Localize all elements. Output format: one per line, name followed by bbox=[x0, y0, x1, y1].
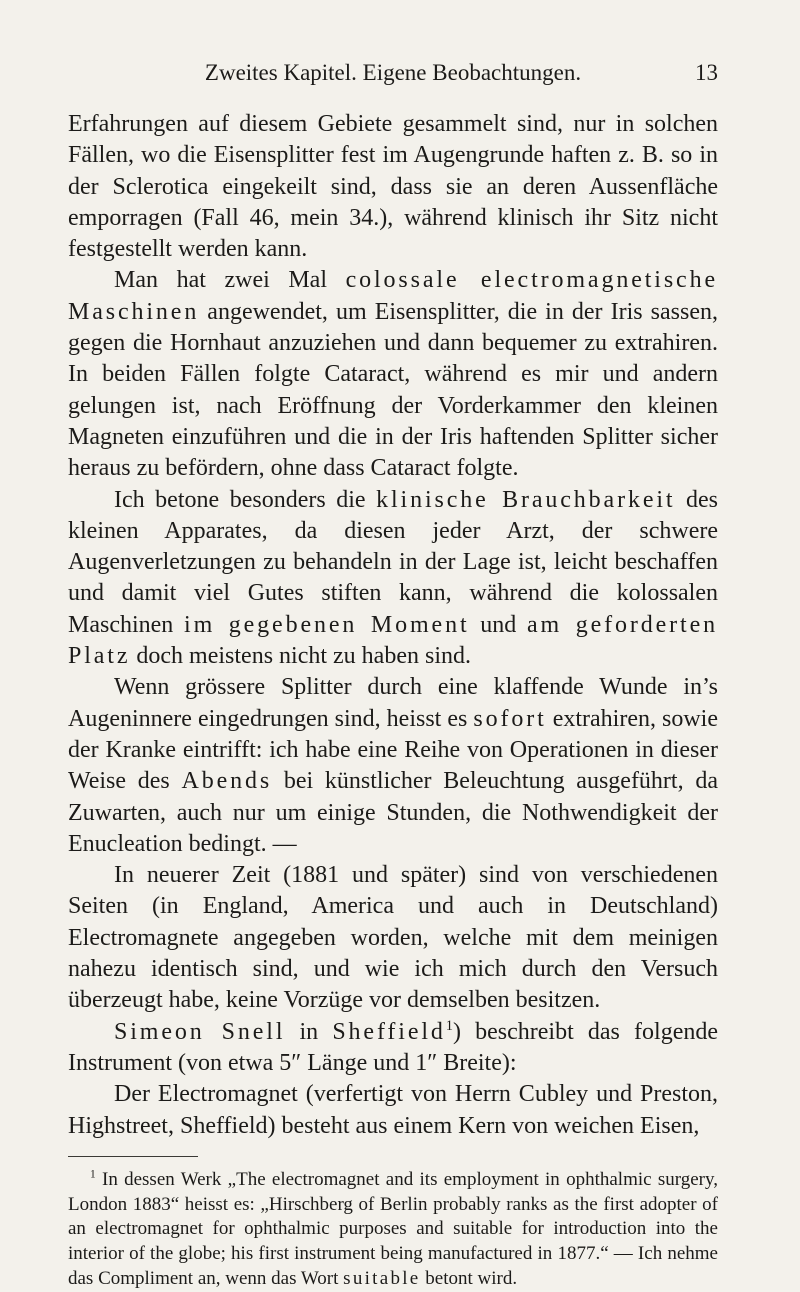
paragraph-3-text-c: des kleinen Apparates, da diesen jeder Arzt, der schwere Augenverletzungen zu behandeln in der Lage ist, leicht beschaffen und damit viel Gutes stiften kann, während die kolossalen Maschinen bbox=[68, 486, 719, 638]
running-header bbox=[68, 56, 718, 92]
footnote-text-a: In dessen Werk „The electromagnet and its employment in ophthalmic surgery, London 1883“ heisst es: „Hirschberg of Berlin probably ranks as the first adopter of an electromagnet for ophthalmic purposes and suitable for introduction into the interior of the globe; his first instrument being manufactured in 1877.“ — Ich nehme das Compliment an, wenn das Wort bbox=[68, 1169, 718, 1289]
page-number: 13 bbox=[695, 60, 718, 85]
emphasis-suitable: suitable bbox=[343, 1267, 421, 1289]
paragraph-4 bbox=[68, 672, 718, 860]
paragraph-3-text-e: und bbox=[469, 611, 528, 638]
paragraph-2-text-a: Man hat zwei Mal bbox=[114, 267, 346, 294]
footnote-text-c: betont wird. bbox=[420, 1267, 518, 1289]
footnote-marker: 1 bbox=[90, 1168, 96, 1181]
emphasis-required-place: am geforderten Platz bbox=[68, 611, 718, 670]
footnote-reference[interactable]: 1 bbox=[445, 1017, 453, 1034]
paragraph-5-text: In neuerer Zeit (1881 und später) sind von verschiedenen Seiten (in England, America und auch in Deutschland) Electromagnete angegeben worden, welche mit dem meinigen nahezu identisch sind, und wie ich mich durch den Versuch überzeugt habe, keine Vorzüge vor demselben besitzen. bbox=[68, 862, 718, 1014]
emphasis-sheffield: Sheffield bbox=[332, 1018, 446, 1045]
footnote-divider bbox=[68, 1156, 198, 1157]
body-text bbox=[68, 109, 718, 1142]
paragraph-4-text-a: Wenn grössere Splitter durch eine klaffende Wunde in’s Augeninnere eingedrungen sind, heisst es bbox=[68, 674, 718, 732]
paragraph-4-text-c: extrahiren, sowie der Kranke eintrifft: ich habe eine Reihe von Operationen in dieser Weise des bbox=[68, 705, 718, 795]
paragraph-1-text: Erfahrungen auf diesem Gebiete gesammelt sind, nur in solchen Fällen, wo die Eisensplitter fest im Augengrunde haften z. B. so in der Sclerotica eingekeilt sind, dass sie an deren Aussenfläche emporragen (Fall 46, mein 34.), während klinisch ihr Sitz nicht festgestellt werden kann. bbox=[68, 111, 718, 263]
emphasis-clinical-usability: klinische Brauchbarkeit bbox=[376, 486, 676, 513]
emphasis-immediately: sofort bbox=[473, 705, 547, 732]
paragraph-4-text-e: bei künstlicher Beleuchtung ausgeführt, da Zuwarten, auch nur um einige Stunden, die Nothwendigkeit der Enucleation bedingt. — bbox=[68, 768, 718, 857]
paragraph-3-text-a: Ich betone besonders die bbox=[114, 486, 377, 513]
emphasis-simeon-snell: Simeon Snell bbox=[114, 1018, 286, 1045]
paragraph-2-text-c: angewendet, um Eisensplitter, die in der Iris sassen, gegen die Hornhaut anzuziehen und dann bequemer zu extrahiren. In beiden Fällen folgte Cataract, während es mir und andern gelungen ist, nach Eröffnung der Vorderkammer den kleinen Magneten einzuführen und die in der Iris haftenden Splitter sicher heraus zu befördern, ohne dass Cataract folgte. bbox=[68, 298, 718, 482]
running-title: Zweites Kapitel. Eigene Beobachtungen. bbox=[204, 60, 582, 85]
paragraph-2 bbox=[68, 265, 718, 484]
paragraph-6-text-d: ) beschreibt das folgende Instrument (von etwa 5″ Länge und 1″ Breite): bbox=[68, 1018, 718, 1076]
emphasis-evening: Abends bbox=[181, 768, 273, 795]
paragraph-6 bbox=[68, 1017, 718, 1080]
paragraph-7 bbox=[68, 1079, 718, 1142]
paragraph-6-text-b: in bbox=[285, 1018, 333, 1045]
paragraph-7-text: Der Electromagnet (verfertigt von Herrn Cubley und Preston, Highstreet, Sheffield) besteht aus einem Kern von weichen Eisen, bbox=[68, 1081, 718, 1139]
paragraph-5 bbox=[68, 860, 718, 1016]
emphasis-colossal-machines: colossale electromagnetische Maschinen bbox=[68, 267, 719, 325]
paragraph-3 bbox=[68, 485, 718, 673]
footnotes bbox=[68, 1168, 718, 1292]
emphasis-given-moment: im gegebenen Moment bbox=[184, 611, 470, 638]
footnote-1 bbox=[68, 1168, 718, 1292]
paragraph-1 bbox=[68, 109, 718, 265]
paragraph-3-text-g: doch meistens nicht zu haben sind. bbox=[130, 643, 471, 670]
